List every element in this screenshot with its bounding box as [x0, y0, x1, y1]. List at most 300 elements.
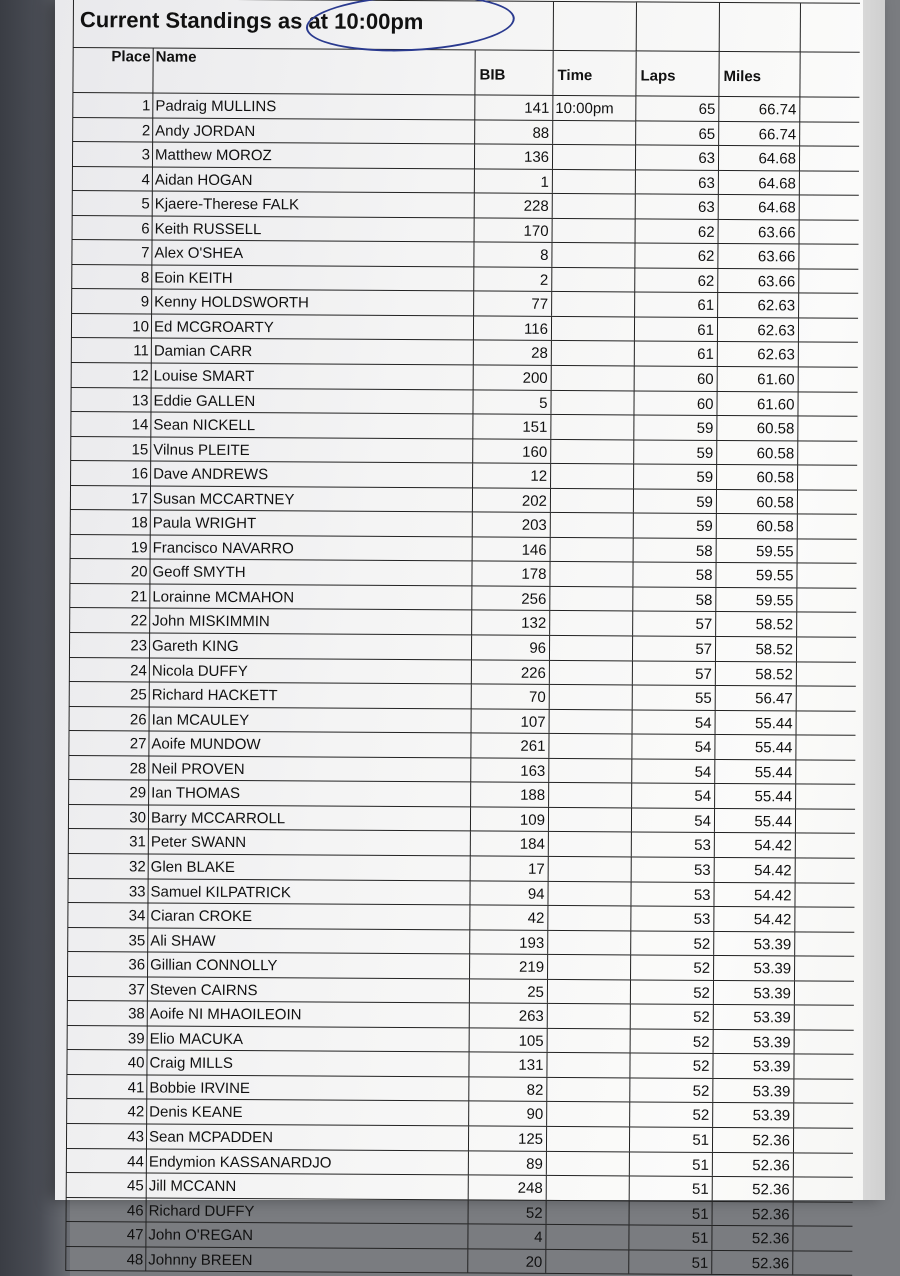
- cell-bib: 202: [472, 488, 550, 512]
- cell-bib: 88: [474, 120, 552, 144]
- cell-laps: 51: [629, 1176, 712, 1200]
- cell-place: 8: [71, 265, 151, 289]
- title-blank-cell: [636, 2, 719, 51]
- cell-place: 10: [71, 314, 151, 338]
- table-row: [65, 1247, 852, 1276]
- cell-bib: 219: [469, 955, 547, 979]
- cell-miles: 63.66: [718, 220, 800, 244]
- cell-miles: 55.44: [714, 809, 796, 833]
- cell-place: 46: [66, 1198, 146, 1222]
- cell-miles: 58.52: [715, 662, 797, 686]
- cell-time: [550, 538, 633, 562]
- cell-laps: 59: [633, 440, 716, 464]
- cell-name: Richard DUFFY: [146, 1198, 468, 1224]
- cell-time: [546, 1176, 629, 1200]
- cell-name: Neil PROVEN: [148, 756, 470, 782]
- cell-name: Glen BLAKE: [148, 854, 470, 880]
- paper-edge: [863, 0, 885, 1200]
- cell-bib: 256: [471, 586, 549, 610]
- cell-time: [548, 857, 631, 881]
- cell-name: Denis KEANE: [146, 1100, 468, 1126]
- cell-bib: 136: [474, 145, 552, 169]
- cell-time: [550, 440, 633, 464]
- cell-place: 13: [70, 388, 150, 412]
- cell-bib: 96: [471, 635, 549, 659]
- cell-name: Steven CAIRNS: [147, 977, 469, 1003]
- cell-time: [548, 832, 631, 856]
- cell-name: Dave ANDREWS: [150, 462, 472, 488]
- cell-place: 17: [70, 486, 150, 510]
- cell-miles: 58.52: [715, 637, 797, 661]
- cell-laps: 53: [630, 906, 713, 930]
- cell-name: Francisco NAVARRO: [150, 535, 472, 561]
- cell-time: [551, 317, 634, 341]
- cell-place: 33: [67, 878, 147, 902]
- cell-bib: 184: [470, 832, 548, 856]
- cell-bib: 25: [469, 979, 547, 1003]
- cell-miles: 54.42: [713, 907, 795, 931]
- cell-time: [549, 587, 632, 611]
- cell-name: Louise SMART: [151, 363, 473, 389]
- cell-name: Gareth KING: [149, 634, 471, 660]
- cell-miles: 64.68: [718, 171, 800, 195]
- cell-place: 30: [68, 805, 148, 829]
- cell-time: 10:00pm: [552, 96, 635, 120]
- cell-time: [550, 390, 633, 414]
- cell-place: 20: [69, 559, 149, 583]
- cell-miles: 53.39: [712, 1103, 794, 1127]
- cell-bib: 52: [468, 1200, 546, 1224]
- cell-bib: 70: [471, 685, 549, 709]
- cell-laps: 51: [629, 1201, 712, 1225]
- cell-place: 44: [66, 1148, 146, 1172]
- cell-bib: 200: [473, 365, 551, 389]
- cell-time: [547, 931, 630, 955]
- cell-time: [547, 980, 630, 1004]
- cell-bib: 12: [472, 464, 550, 488]
- cell-bib: 105: [469, 1028, 547, 1052]
- header-name: Name: [152, 48, 474, 94]
- cell-name: Padraig MULLINS: [152, 93, 474, 119]
- cell-laps: 61: [634, 293, 717, 317]
- cell-miles: 59.55: [715, 588, 797, 612]
- cell-place: 36: [67, 952, 147, 976]
- cell-miles: 59.55: [716, 539, 798, 563]
- cell-name: Aidan HOGAN: [152, 167, 474, 193]
- cell-laps: 60: [633, 391, 716, 415]
- cell-laps: 55: [632, 686, 715, 710]
- cell-name: Eddie GALLEN: [150, 388, 472, 414]
- cell-miles: 56.47: [715, 686, 797, 710]
- cell-place: 6: [72, 216, 152, 240]
- cell-laps: 57: [632, 612, 715, 636]
- cell-bib: 5: [472, 390, 550, 414]
- cell-time: [548, 734, 631, 758]
- cell-bib: 131: [468, 1053, 546, 1077]
- cell-place: 3: [72, 142, 152, 166]
- cell-time: [546, 1201, 629, 1225]
- cell-bib: 248: [468, 1175, 546, 1199]
- cell-time: [552, 145, 635, 169]
- title-row: [73, 0, 860, 53]
- cell-miles: 62.63: [717, 318, 799, 342]
- cell-laps: 53: [630, 882, 713, 906]
- cell-laps: 65: [635, 96, 718, 120]
- cell-name: John O'REGAN: [145, 1223, 467, 1249]
- cell-place: 27: [68, 731, 148, 755]
- cell-laps: 54: [631, 735, 714, 759]
- cell-place: 26: [69, 707, 149, 731]
- cell-place: 35: [67, 928, 147, 952]
- cell-bib: 82: [468, 1077, 546, 1101]
- cell-name: Ed MCGROARTY: [151, 314, 473, 340]
- cell-place: 42: [66, 1099, 146, 1123]
- header-laps: Laps: [635, 51, 718, 96]
- cell-laps: 52: [629, 1078, 712, 1102]
- cell-laps: 51: [628, 1226, 711, 1250]
- cell-laps: 54: [631, 808, 714, 832]
- cell-bib: 20: [467, 1249, 545, 1273]
- cell-laps: 60: [634, 366, 717, 390]
- cell-laps: 51: [629, 1127, 712, 1151]
- cell-miles: 60.58: [716, 490, 798, 514]
- cell-laps: 54: [632, 710, 715, 734]
- handwritten-circle: [305, 0, 516, 56]
- cell-place: 40: [66, 1050, 146, 1074]
- cell-time: [549, 611, 632, 635]
- cell-time: [547, 1029, 630, 1053]
- cell-place: 39: [67, 1026, 147, 1050]
- cell-place: 4: [72, 167, 152, 191]
- cell-place: 48: [65, 1247, 145, 1271]
- cell-miles: 52.36: [712, 1152, 794, 1176]
- cell-time: [547, 955, 630, 979]
- cell-name: John MISKIMMIN: [149, 609, 471, 635]
- cell-place: 12: [71, 363, 151, 387]
- cell-bib: 17: [470, 856, 548, 880]
- cell-bib: 178: [471, 562, 549, 586]
- cell-miles: 55.44: [715, 711, 797, 735]
- cell-name: Kjaere-Therese FALK: [152, 192, 474, 218]
- cell-place: 18: [70, 510, 150, 534]
- cell-laps: 62: [635, 219, 718, 243]
- cell-laps: 58: [633, 538, 716, 562]
- cell-name: Barry MCCARROLL: [148, 805, 470, 831]
- cell-name: Craig MILLS: [146, 1051, 468, 1077]
- cell-miles: 54.42: [714, 833, 796, 857]
- cell-name: Sean NICKELL: [150, 413, 472, 439]
- cell-bib: 132: [471, 611, 549, 635]
- cell-miles: 52.36: [711, 1226, 793, 1250]
- cell-laps: 62: [634, 244, 717, 268]
- cell-miles: 52.36: [711, 1251, 793, 1275]
- cell-miles: 55.44: [714, 735, 796, 759]
- cell-laps: 52: [630, 1029, 713, 1053]
- cell-time: [550, 489, 633, 513]
- cell-name: Peter SWANN: [148, 830, 470, 856]
- cell-miles: 53.39: [713, 956, 795, 980]
- cell-name: Kenny HOLDSWORTH: [151, 290, 473, 316]
- cell-time: [547, 881, 630, 905]
- cell-name: Keith RUSSELL: [152, 216, 474, 242]
- cell-place: 19: [70, 535, 150, 559]
- cell-laps: 65: [635, 121, 718, 145]
- cell-miles: 62.63: [717, 342, 799, 366]
- cell-laps: 53: [631, 857, 714, 881]
- cell-place: 7: [71, 240, 151, 264]
- cell-time: [552, 194, 635, 218]
- cell-time: [551, 366, 634, 390]
- cell-place: 34: [67, 903, 147, 927]
- cell-time: [550, 513, 633, 537]
- cell-place: 2: [72, 118, 152, 142]
- cell-time: [550, 464, 633, 488]
- cell-laps: 59: [633, 416, 716, 440]
- cell-bib: 4: [467, 1225, 545, 1249]
- cell-time: [547, 906, 630, 930]
- cell-bib: 8: [473, 243, 551, 267]
- header-place: Place: [72, 48, 152, 92]
- cell-miles: 58.52: [715, 612, 797, 636]
- paper-sheet: [55, 0, 885, 1273]
- cell-laps: 52: [629, 1054, 712, 1078]
- cell-miles: 54.42: [713, 882, 795, 906]
- cell-bib: 116: [473, 316, 551, 340]
- cell-time: [549, 710, 632, 734]
- cell-time: [549, 685, 632, 709]
- cell-place: 29: [68, 780, 148, 804]
- cell-bib: 2: [473, 267, 551, 291]
- cell-name: Elio MACUKA: [147, 1026, 469, 1052]
- header-miles: Miles: [718, 52, 800, 97]
- title-blank-cell: [553, 2, 636, 51]
- cell-name: Richard HACKETT: [149, 683, 471, 709]
- cell-laps: 58: [632, 587, 715, 611]
- cell-time: [548, 759, 631, 783]
- cell-name: Aoife MUNDOW: [148, 732, 470, 758]
- cell-bib: 77: [473, 292, 551, 316]
- cell-place: 38: [67, 1001, 147, 1025]
- cell-name: Jill MCCANN: [146, 1174, 468, 1200]
- cell-name: Matthew MOROZ: [152, 143, 474, 169]
- cell-time: [545, 1225, 628, 1249]
- standings-table: [65, 0, 860, 1276]
- cell-bib: 261: [470, 734, 548, 758]
- cell-place: 21: [69, 584, 149, 608]
- cell-name: Gillian CONNOLLY: [147, 953, 469, 979]
- cell-bib: 263: [469, 1004, 547, 1028]
- cell-place: 9: [71, 289, 151, 313]
- cell-laps: 61: [634, 317, 717, 341]
- cell-time: [551, 268, 634, 292]
- cell-time: [546, 1053, 629, 1077]
- cell-miles: 53.39: [713, 981, 795, 1005]
- cell-place: 1: [72, 93, 152, 117]
- cell-miles: 52.36: [712, 1128, 794, 1152]
- cell-bib: 163: [470, 758, 548, 782]
- cell-time: [545, 1250, 628, 1274]
- cell-laps: 63: [635, 146, 718, 170]
- cell-place: 23: [69, 633, 149, 657]
- cell-miles: 63.66: [717, 269, 799, 293]
- cell-laps: 54: [631, 784, 714, 808]
- cell-miles: 53.39: [712, 1054, 794, 1078]
- cell-time: [552, 170, 635, 194]
- cell-laps: 59: [633, 489, 716, 513]
- cell-bib: 193: [469, 930, 547, 954]
- cell-name: Paula WRIGHT: [150, 511, 472, 537]
- cell-place: 14: [70, 412, 150, 436]
- cell-laps: 52: [629, 1103, 712, 1127]
- cell-laps: 52: [630, 980, 713, 1004]
- cell-name: Sean MCPADDEN: [146, 1124, 468, 1150]
- cell-place: 47: [65, 1222, 145, 1246]
- cell-place: 22: [69, 608, 149, 632]
- cell-bib: 146: [472, 537, 550, 561]
- cell-time: [548, 783, 631, 807]
- cell-miles: 61.60: [717, 367, 799, 391]
- cell-miles: 66.74: [718, 97, 800, 121]
- cell-miles: 59.55: [715, 563, 797, 587]
- cell-miles: 64.68: [718, 146, 800, 170]
- cell-bib: 228: [474, 194, 552, 218]
- cell-laps: 51: [628, 1250, 711, 1274]
- cell-place: 41: [66, 1075, 146, 1099]
- cell-name: Geoff SMYTH: [149, 560, 471, 586]
- cell-miles: 62.63: [717, 293, 799, 317]
- cell-miles: 60.58: [716, 441, 798, 465]
- cell-place: 5: [72, 191, 152, 215]
- cell-name: Endymion KASSANARDJO: [146, 1149, 468, 1175]
- cell-time: [549, 636, 632, 660]
- cell-name: Susan MCCARTNEY: [150, 486, 472, 512]
- cell-miles: 61.60: [716, 392, 798, 416]
- cell-time: [550, 415, 633, 439]
- cell-place: 43: [66, 1124, 146, 1148]
- cell-bib: 141: [474, 95, 552, 119]
- cell-time: [551, 292, 634, 316]
- cell-miles: 52.36: [712, 1202, 794, 1226]
- cell-miles: 54.42: [714, 858, 796, 882]
- cell-laps: 57: [632, 661, 715, 685]
- cell-laps: 52: [630, 1005, 713, 1029]
- table-body: [65, 93, 859, 1276]
- cell-bib: 1: [474, 169, 552, 193]
- cell-bib: 107: [471, 709, 549, 733]
- cell-miles: 60.58: [716, 465, 798, 489]
- cell-name: Ali SHAW: [147, 928, 469, 954]
- cell-time: [549, 562, 632, 586]
- cell-name: Ian MCAULEY: [149, 707, 471, 733]
- cell-place: 28: [68, 756, 148, 780]
- cell-laps: 59: [633, 465, 716, 489]
- cell-time: [549, 660, 632, 684]
- cell-laps: 62: [634, 268, 717, 292]
- cell-miles: 60.58: [716, 514, 798, 538]
- cell-name: Ciaran CROKE: [147, 904, 469, 930]
- cell-bib: 188: [470, 783, 548, 807]
- cell-name: Damian CARR: [151, 339, 473, 365]
- cell-laps: 63: [635, 195, 718, 219]
- cell-time: [552, 120, 635, 144]
- cell-place: 32: [68, 854, 148, 878]
- cell-miles: 52.36: [712, 1177, 794, 1201]
- cell-place: 24: [69, 658, 149, 682]
- cell-time: [546, 1151, 629, 1175]
- cell-laps: 63: [635, 170, 718, 194]
- cell-bib: 226: [471, 660, 549, 684]
- cell-time: [547, 1004, 630, 1028]
- cell-miles: 55.44: [714, 784, 796, 808]
- cell-laps: 59: [633, 514, 716, 538]
- cell-place: 11: [71, 338, 151, 362]
- cell-bib: 28: [473, 341, 551, 365]
- header-bib: BIB: [474, 50, 552, 94]
- cell-name: Samuel KILPATRICK: [147, 879, 469, 905]
- cell-miles: 64.68: [718, 195, 800, 219]
- cell-laps: 61: [634, 342, 717, 366]
- cell-bib: 151: [472, 415, 550, 439]
- cell-place: 45: [66, 1173, 146, 1197]
- cell-bib: 160: [472, 439, 550, 463]
- cell-miles: 53.39: [713, 932, 795, 956]
- cell-miles: 53.39: [713, 1005, 795, 1029]
- cell-bib: 170: [474, 218, 552, 242]
- cell-miles: 60.58: [716, 416, 798, 440]
- page-title: Current Standings as at 10:00pm: [79, 7, 424, 35]
- title-blank-cell: [719, 3, 801, 52]
- cell-name: Ian THOMAS: [148, 781, 470, 807]
- cell-place: 16: [70, 461, 150, 485]
- cell-time: [551, 243, 634, 267]
- cell-laps: 52: [630, 956, 713, 980]
- cell-name: Bobbie IRVINE: [146, 1075, 468, 1101]
- cell-time: [552, 219, 635, 243]
- cell-laps: 54: [631, 759, 714, 783]
- cell-time: [548, 808, 631, 832]
- cell-miles: 63.66: [717, 244, 799, 268]
- cell-miles: 53.39: [712, 1079, 794, 1103]
- cell-name: Eoin KEITH: [151, 265, 473, 291]
- cell-time: [546, 1127, 629, 1151]
- cell-place: 31: [68, 829, 148, 853]
- cell-name: Johnny BREEN: [145, 1247, 467, 1273]
- cell-bib: 203: [472, 513, 550, 537]
- cell-bib: 89: [468, 1151, 546, 1175]
- cell-name: Alex O'SHEA: [151, 241, 473, 267]
- cell-time: [546, 1078, 629, 1102]
- cell-laps: 57: [632, 636, 715, 660]
- cell-bib: 94: [469, 881, 547, 905]
- cell-bib: 109: [470, 807, 548, 831]
- title-cell: [73, 0, 553, 50]
- cell-place: 15: [70, 437, 150, 461]
- header-row: [72, 48, 859, 98]
- cell-time: [546, 1102, 629, 1126]
- cell-place: 25: [69, 682, 149, 706]
- cell-bib: 42: [469, 905, 547, 929]
- cell-laps: 53: [631, 833, 714, 857]
- cell-name: Andy JORDAN: [152, 118, 474, 144]
- cell-name: Vilnus PLEITE: [150, 437, 472, 463]
- cell-bib: 125: [468, 1126, 546, 1150]
- cell-bib: 90: [468, 1102, 546, 1126]
- cell-miles: 53.39: [713, 1030, 795, 1054]
- cell-name: Lorainne MCMAHON: [149, 584, 471, 610]
- cell-time: [551, 341, 634, 365]
- cell-laps: 51: [629, 1152, 712, 1176]
- header-time: Time: [552, 51, 635, 96]
